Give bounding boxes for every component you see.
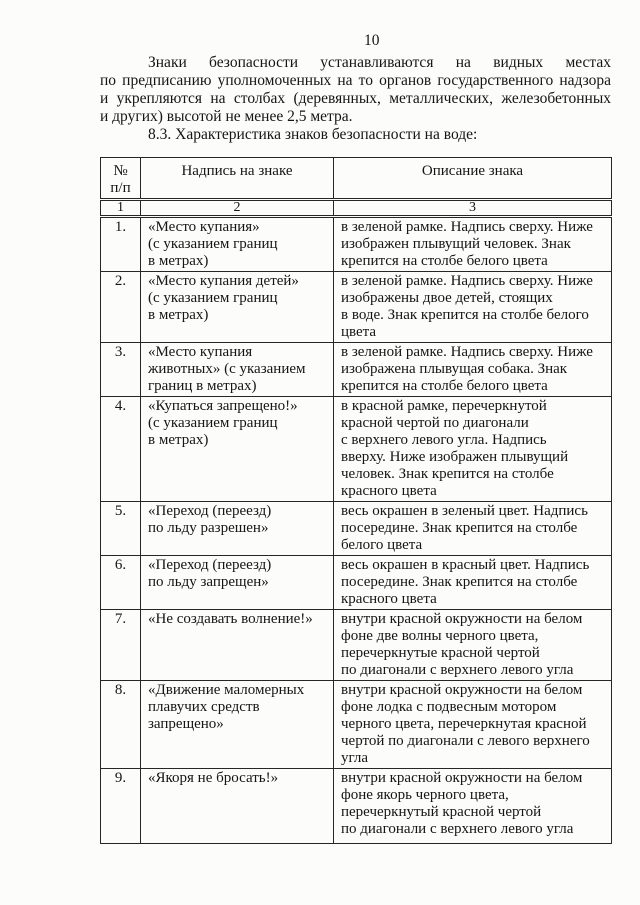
sign-text-cell: «Движение маломерных плавучих средств запрещено» — [141, 681, 334, 769]
row-number: 3. — [101, 343, 141, 397]
description-cell: весь окрашен в зеленый цвет. Надпись посередине. Знак крепится на столбе белого цвета — [334, 502, 612, 556]
table-row — [101, 272, 612, 343]
paragraph-line: и других) высотой не менее 2,5 метра. — [100, 108, 353, 125]
paragraph-line: и укрепляются на столбах (деревянных, металлических, железобетонных — [100, 90, 611, 107]
description-cell: весь окрашен в красный цвет. Надпись посередине. Знак крепится на столбе красного цвета — [334, 556, 612, 610]
column-numbers-row — [101, 200, 612, 217]
intro-paragraph — [100, 54, 611, 126]
row-number: 7. — [101, 610, 141, 681]
sign-text-cell: «Место купания животных» (с указанием границ в метрах) — [141, 343, 334, 397]
row-number: 6. — [101, 556, 141, 610]
description-cell: в красной рамке, перечеркнутой красной чертой по диагонали с верхнего левого угла. Надпись вверху. Ниже изображен плывущий человек. Знак крепится на столбе красного цвета — [334, 397, 612, 502]
sign-text-cell: «Место купания детей» (с указанием границ в метрах) — [141, 272, 334, 343]
sign-text-cell: «Переход (переезд) по льду запрещен» — [141, 556, 334, 610]
sign-text-cell: «Место купания» (с указанием границ в метрах) — [141, 217, 334, 272]
sign-text-cell: «Переход (переезд) по льду разрешен» — [141, 502, 334, 556]
table-row — [101, 769, 612, 844]
page-number: 10 — [364, 32, 380, 49]
row-number: 2. — [101, 272, 141, 343]
table-body — [101, 217, 612, 844]
table-row — [101, 681, 612, 769]
sign-text-cell: «Купаться запрещено!» (с указанием границ в метрах) — [141, 397, 334, 502]
column-number-cell: 2 — [141, 200, 334, 217]
description-cell: в зеленой рамке. Надпись сверху. Ниже изображен плывущий человек. Знак крепится на столбе белого цвета — [334, 217, 612, 272]
table-row — [101, 610, 612, 681]
header-cell-sign-text: Надпись на знаке — [141, 158, 334, 200]
table-row — [101, 217, 612, 272]
paragraph-line: Знаки безопасности устанавливаются на видных местах — [148, 54, 611, 71]
table-row — [101, 502, 612, 556]
row-number: 8. — [101, 681, 141, 769]
sign-text-cell: «Не создавать волнение!» — [141, 610, 334, 681]
header-cell-description: Описание знака — [334, 158, 612, 200]
section-heading: 8.3. Характеристика знаков безопасности на воде: — [148, 126, 478, 143]
description-cell: в зеленой рамке. Надпись сверху. Ниже изображена плывущая собака. Знак крепится на столбе белого цвета — [334, 343, 612, 397]
safety-signs-table — [100, 157, 612, 844]
description-cell: внутри красной окружности на белом фоне лодка с подвесным мотором черного цвета, перечеркнутая красной чертой по диагонали с левого верхнего угла — [334, 681, 612, 769]
description-cell: в зеленой рамке. Надпись сверху. Ниже изображены двое детей, стоящих в воде. Знак крепится на столбе белого цвета — [334, 272, 612, 343]
row-number: 5. — [101, 502, 141, 556]
row-number: 1. — [101, 217, 141, 272]
table-row — [101, 556, 612, 610]
row-number: 4. — [101, 397, 141, 502]
column-number-cell: 3 — [334, 200, 612, 217]
header-row — [101, 158, 612, 200]
header-cell-number: № п/п — [101, 158, 141, 200]
row-number: 9. — [101, 769, 141, 844]
table-head — [101, 158, 612, 217]
sign-text-cell: «Якоря не бросать!» — [141, 769, 334, 844]
column-number-cell: 1 — [101, 200, 141, 217]
paragraph-line: по предписанию уполномоченных на то органов государственного надзора — [100, 72, 611, 89]
description-cell: внутри красной окружности на белом фоне якорь черного цвета, перечеркнутый красной чертой по диагонали с верхнего левого угла — [334, 769, 612, 844]
table-row — [101, 397, 612, 502]
table-row — [101, 343, 612, 397]
description-cell: внутри красной окружности на белом фоне две волны черного цвета, перечеркнутые красной чертой по диагонали с верхнего левого угла — [334, 610, 612, 681]
